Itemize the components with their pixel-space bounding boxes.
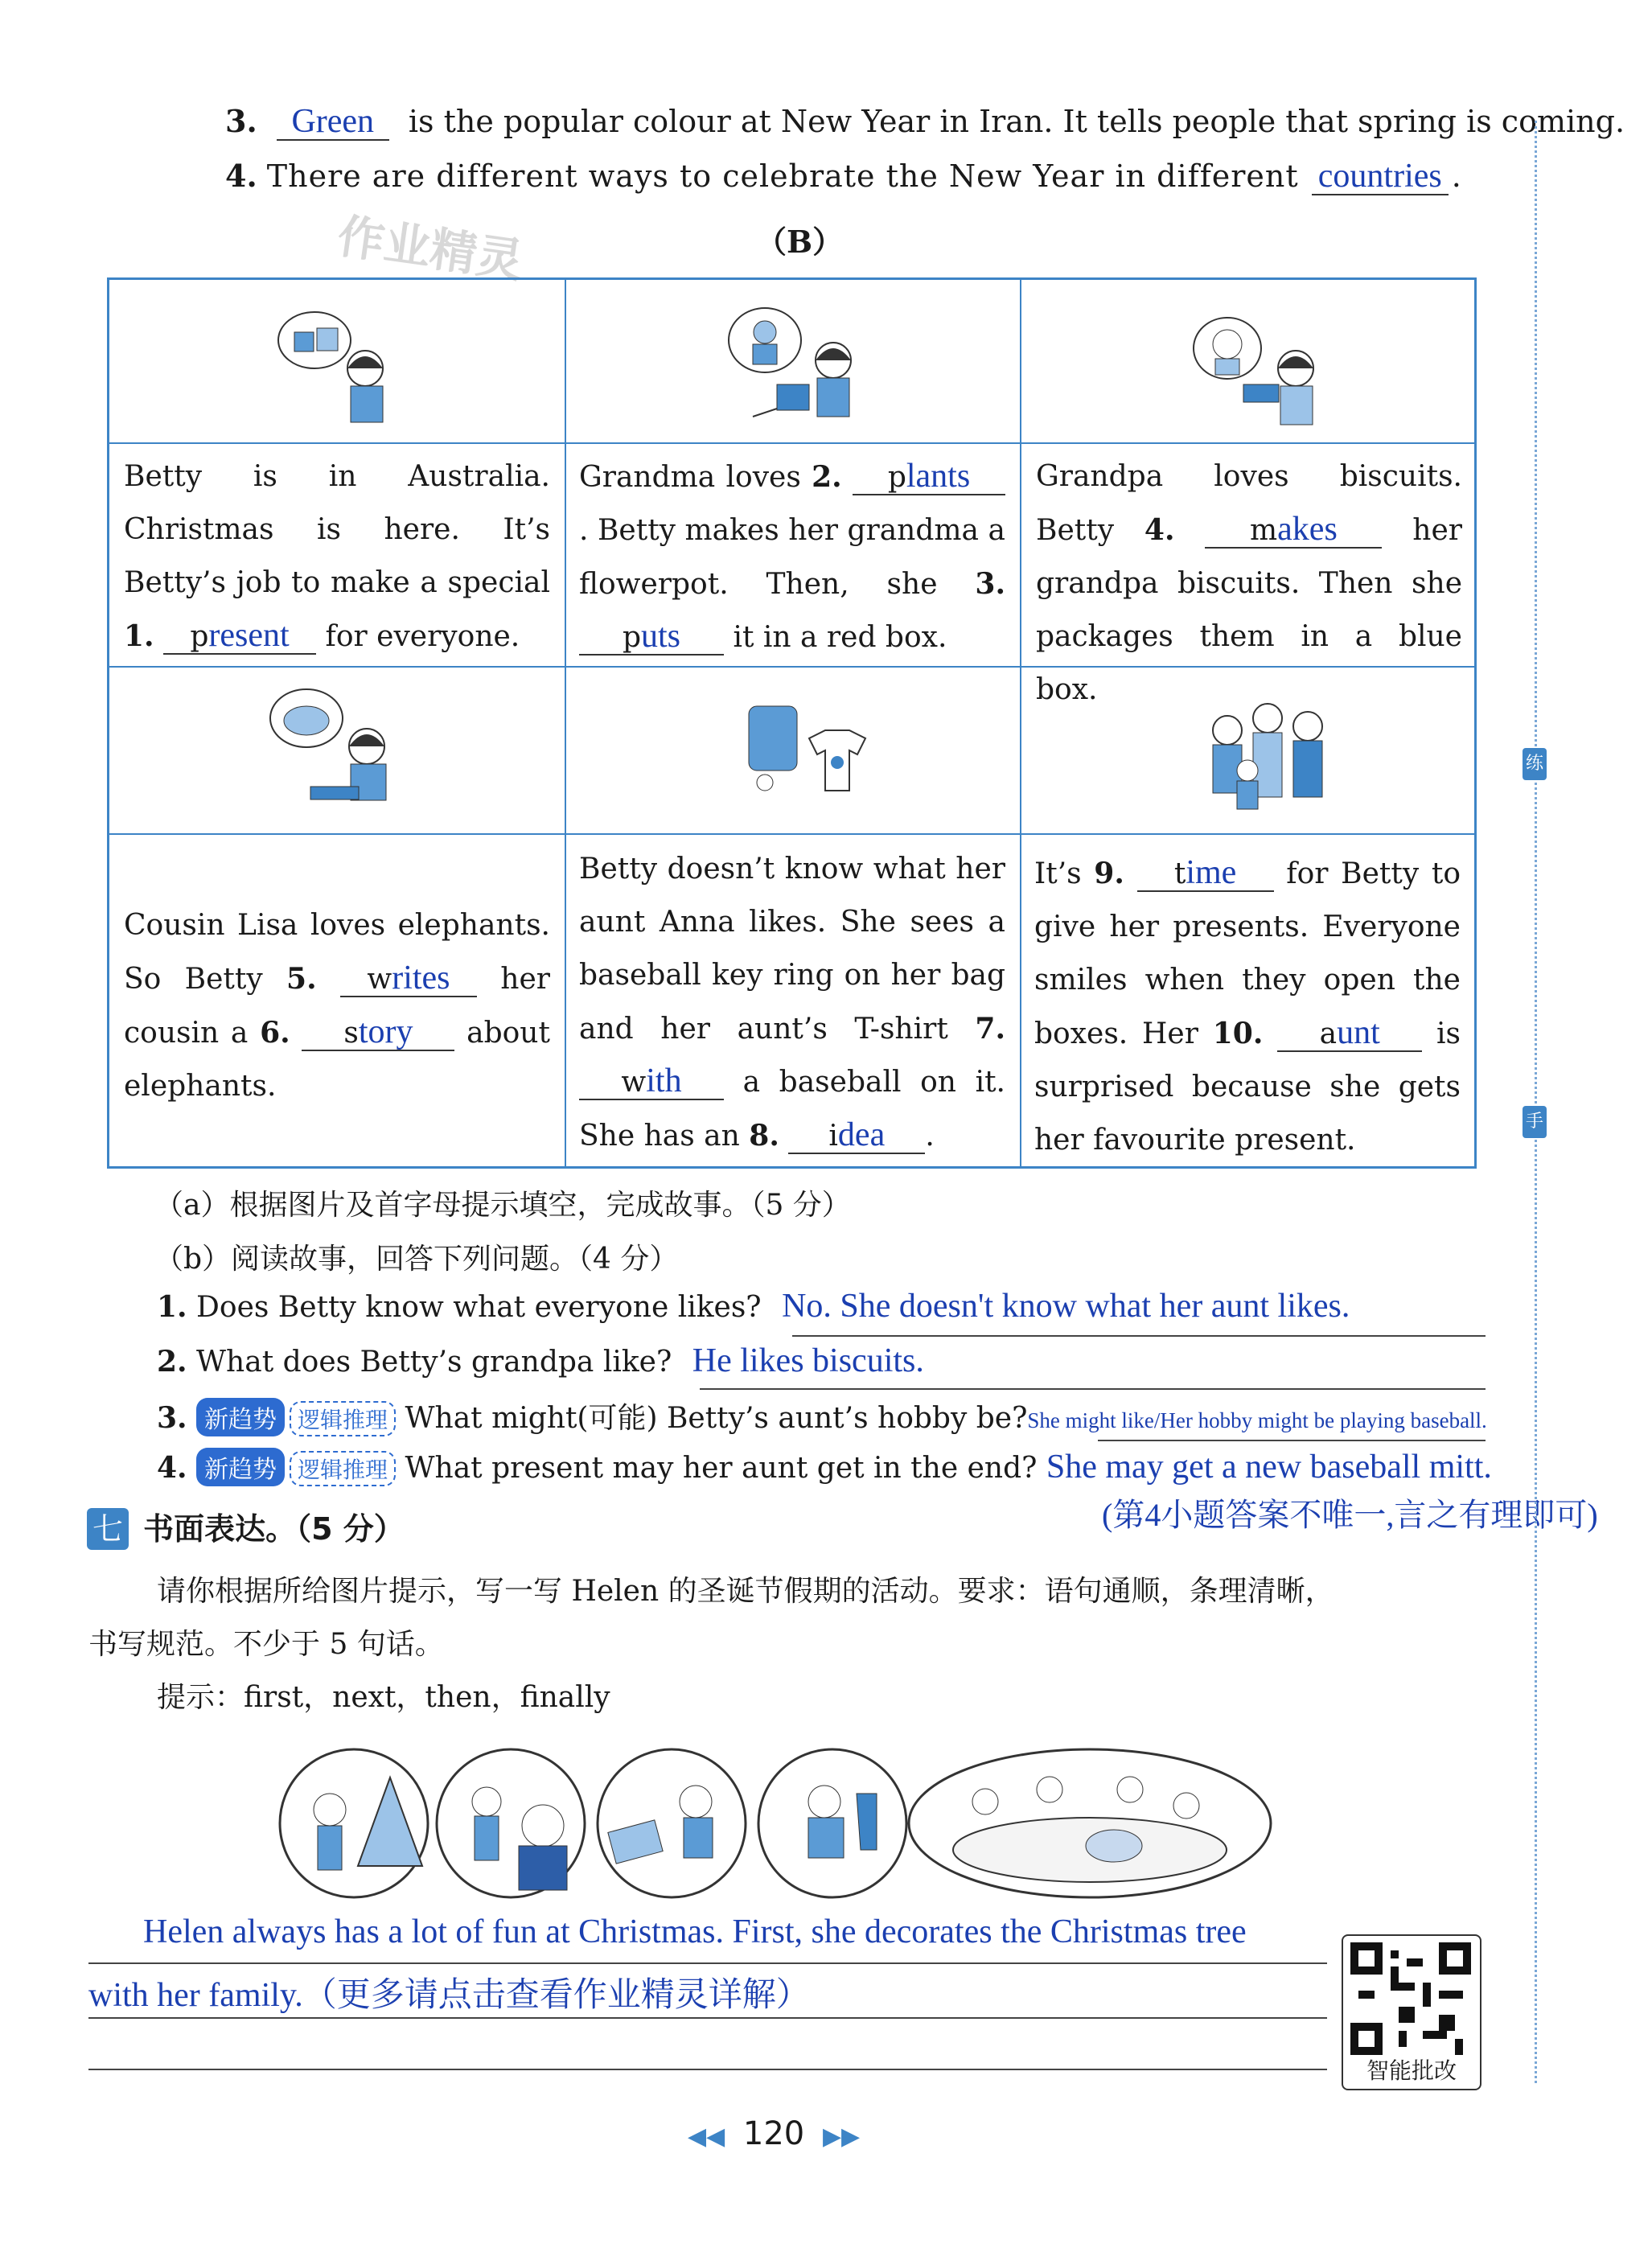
hint-letter: a: [1319, 1017, 1338, 1050]
section-title: 书面表达。（5 分）: [143, 1511, 405, 1547]
qr-code-icon: [1350, 1942, 1471, 2055]
answer-blank: [1277, 1015, 1422, 1052]
cell-text: It’s: [1034, 857, 1082, 890]
question-number: 4.: [225, 158, 257, 194]
answer-text: She might like/Her hobby might be playing baseball.: [1027, 1408, 1487, 1432]
cell-text: for everyone.: [325, 620, 520, 653]
story-cell-3: [1036, 450, 1462, 717]
section-7-header: [87, 1504, 405, 1550]
story-cell-6: [1034, 847, 1461, 1167]
essay-line-2: with her family.（更多请点击查看作业精灵详解）: [88, 1977, 810, 2014]
period: .: [925, 1120, 935, 1153]
cell-text: about elephants.: [124, 1017, 550, 1103]
blank-number: 8.: [749, 1119, 779, 1153]
cell-text: Grandpa loves biscuits. Betty: [1036, 460, 1462, 547]
cell-text: Grandma loves: [579, 461, 801, 494]
question-text: is the popular colour at New Year in Iran. It tells people that spring is coming.: [408, 104, 1625, 139]
question-number: 4.: [157, 1451, 187, 1485]
qa-row-2: [157, 1342, 924, 1380]
cell-text: a baseball on it. She has an: [579, 1066, 1005, 1153]
logic-badge: 逻辑推理: [290, 1451, 396, 1486]
answer-blank: [1312, 158, 1449, 195]
answer-text: rites: [392, 960, 450, 997]
writing-prompt-line-1: 请你根据所给图片提示，写一写 Helen 的圣诞节假期的活动。要求：语句通顺，条理清晰，: [157, 1575, 1334, 1608]
cell-text: Betty doesn’t know what her aunt Anna likes. She sees a baseball key ring on her bag and her aunt’s T-shirt: [579, 853, 1005, 1046]
margin-dotted-line: [1535, 121, 1537, 2083]
answer-text: countries: [1317, 158, 1442, 195]
bag-tshirt-illustration: [729, 682, 873, 819]
cell-text: it in a red box.: [733, 621, 947, 654]
qa-row-4: [157, 1448, 1492, 1486]
instruction-a: （a）根据图片及首字母提示填空，完成故事。（5 分）: [154, 1189, 851, 1222]
writing-line: [88, 2069, 1327, 2070]
next-arrow-icon: ▶▶: [822, 2123, 861, 2151]
answer-line: [792, 1335, 1486, 1337]
hint-letter: t: [1173, 857, 1186, 890]
cell-text: her cousin a: [124, 963, 550, 1050]
answer-text: Green: [291, 103, 375, 140]
page-footer: [688, 2115, 860, 2152]
prev-arrow-icon: ◀◀: [688, 2123, 725, 2151]
answer-text: ime: [1186, 854, 1237, 891]
section-number-badge: 七: [87, 1508, 129, 1550]
answer-blank: [277, 104, 389, 141]
flowerpot-thought-girl-illustration: [721, 304, 881, 433]
qr-code-box[interactable]: [1342, 1934, 1481, 2090]
question-3-row: [225, 103, 1625, 141]
answer-text: resent: [208, 617, 290, 654]
blank-number: 6.: [260, 1016, 290, 1050]
answer-note: (第4小题答案不唯一,言之有理即可): [1102, 1497, 1598, 1533]
blank-number: 4.: [1144, 513, 1175, 547]
side-tab-practice: 练: [1523, 748, 1547, 780]
cell-text: Betty makes her grandma a flowerpot. Then, she: [579, 514, 1005, 601]
answer-text: akes: [1277, 511, 1338, 548]
hint-letter: i: [828, 1120, 838, 1153]
question-text: There are different ways to celebrate the New Year in different: [266, 158, 1299, 194]
story-cell-5: [579, 843, 1005, 1163]
blank-number: 10.: [1212, 1017, 1264, 1050]
qr-label: 智能批改: [1366, 2057, 1457, 2084]
instruction-b: （b）阅读故事，回答下列问题。（4 分）: [154, 1243, 679, 1276]
answer-line: [1098, 1440, 1486, 1441]
question-number: 2.: [157, 1345, 187, 1379]
blank-number: 9.: [1094, 857, 1124, 890]
answer-blank: [340, 960, 477, 997]
answer-text: She may get a new baseball mitt.: [1046, 1449, 1492, 1486]
blank-number: 7.: [975, 1012, 1005, 1046]
answer-text: ith: [646, 1062, 682, 1099]
story-cell-1: [124, 450, 550, 664]
answer-blank: [579, 1063, 724, 1100]
question-number: 3.: [225, 103, 257, 139]
hint-letter: w: [621, 1066, 647, 1099]
blank-number: 5.: [286, 962, 317, 996]
writing-line: [88, 2017, 1327, 2019]
hint-letter: w: [367, 963, 392, 996]
christmas-activities-illustration: [277, 1745, 1275, 1902]
answer-text: tory: [358, 1013, 413, 1050]
story-cell-4: [124, 899, 550, 1113]
hint-letter: p: [190, 620, 209, 653]
blank-number: 3.: [975, 567, 1005, 601]
blank-number: 1.: [124, 619, 154, 653]
family-illustration: [1187, 682, 1348, 823]
gift-thought-girl-illustration: [270, 304, 399, 425]
question-text: What present may her aunt get in the end?: [405, 1452, 1038, 1485]
hint-letter: p: [887, 461, 906, 494]
trend-badge: 新趋势: [196, 1448, 285, 1486]
answer-line: [700, 1388, 1486, 1390]
question-4-row: [225, 158, 1461, 195]
blank-number: 2.: [812, 460, 842, 494]
qa-row-1: [157, 1287, 1350, 1325]
hint-letter: m: [1250, 514, 1278, 547]
writing-tips: 提示：first，next，then，finally: [157, 1681, 610, 1714]
logic-badge: 逻辑推理: [290, 1401, 396, 1436]
writing-prompt-line-2: 书写规范。不少于 5 句话。: [88, 1628, 444, 1661]
cell-text: Cousin Lisa loves elephants. So Betty: [124, 909, 550, 996]
essay-line-1: Helen always has a lot of fun at Christmas. First, she decorates the Christmas tree: [143, 1913, 1247, 1950]
answer-blank: [788, 1117, 925, 1154]
answer-blank: [163, 618, 316, 655]
trend-badge: 新趋势: [196, 1398, 285, 1436]
biscuits-thought-girl-illustration: [1187, 312, 1340, 433]
cell-text: for Betty to give her presents. Everyone smiles when they open the boxes. Her: [1034, 857, 1461, 1050]
qa-row-3: [157, 1395, 1487, 1436]
question-text: What does Betty’s grandpa like?: [196, 1346, 672, 1379]
answer-blank: [579, 619, 724, 655]
question-number: 3.: [157, 1401, 187, 1435]
cell-text: Betty is in Australia. Christmas is here. It’s Betty’s job to make a special: [124, 460, 550, 599]
hint-letter: p: [622, 621, 642, 654]
question-text: Does Betty know what everyone likes?: [196, 1291, 762, 1324]
period: .: [1451, 158, 1461, 194]
writing-line: [88, 1962, 1327, 1964]
section-b-label: （B）: [756, 224, 844, 260]
side-tab-hand: 手: [1523, 1106, 1547, 1138]
answer-text: He likes biscuits.: [692, 1342, 924, 1379]
page-number: 120: [742, 2115, 805, 2152]
hint-letter: s: [343, 1017, 359, 1050]
answer-blank: [1205, 512, 1382, 549]
question-text: What might(可能) Betty’s aunt’s hobby be?: [405, 1402, 1028, 1435]
answer-text: No. She doesn't know what her aunt likes.: [782, 1288, 1350, 1325]
answer-blank: [1137, 855, 1274, 892]
cell-text: is surprised because she gets her favourite present.: [1034, 1017, 1461, 1157]
answer-blank: [302, 1014, 454, 1051]
watermark: 作业精灵: [334, 208, 527, 289]
answer-text: dea: [837, 1116, 886, 1153]
answer-text: lants: [906, 458, 971, 495]
answer-text: unt: [1337, 1014, 1380, 1051]
elephant-thought-girl-illustration: [262, 682, 407, 819]
question-number: 1.: [157, 1290, 187, 1324]
answer-blank: [853, 458, 1005, 495]
cell-text: her grandpa biscuits. Then she packages them in a blue box.: [1036, 514, 1462, 706]
answer-text: uts: [641, 618, 681, 655]
story-table: [107, 277, 1477, 1169]
story-cell-2: Grandma loves 2. plants. Betty makes her grandma a flowerpot. Then, she 3. puts it in a red box.: [579, 458, 1005, 655]
